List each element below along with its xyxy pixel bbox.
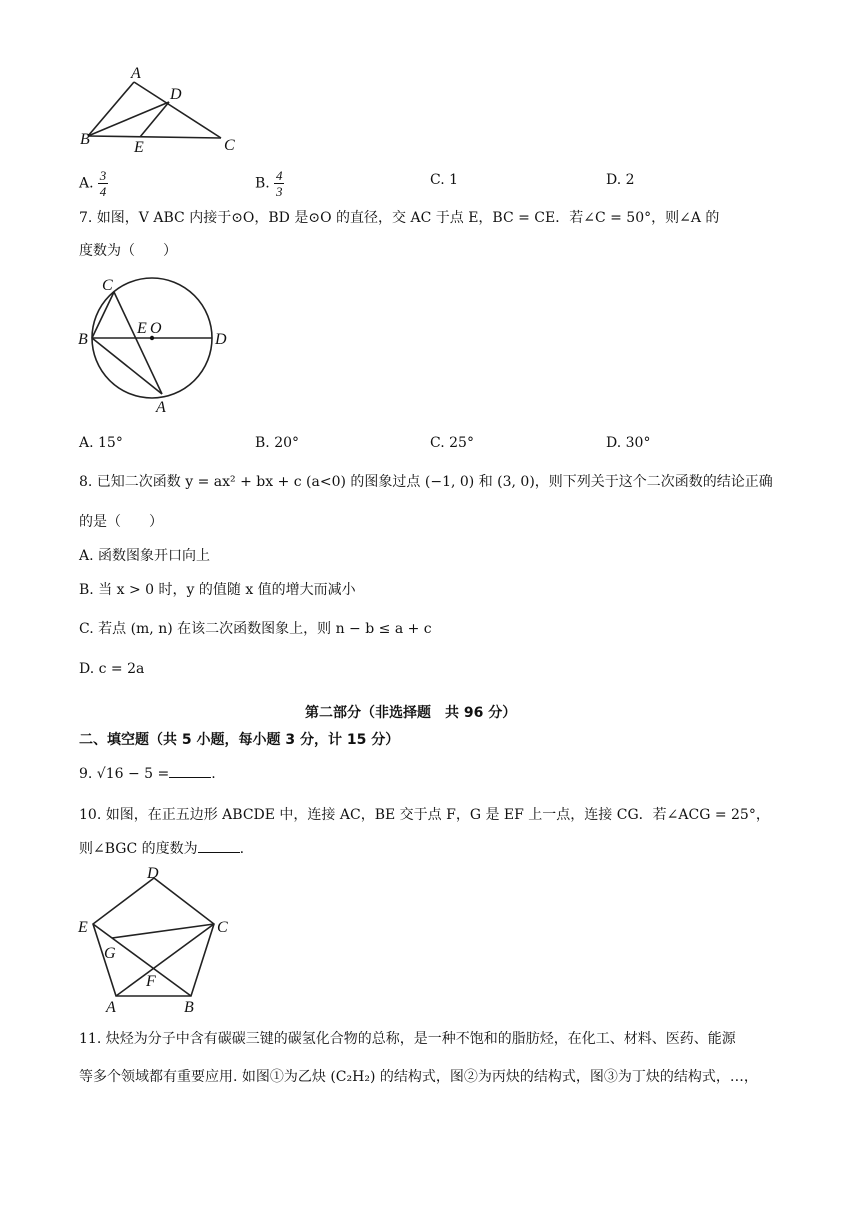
q6-triangle-figure: [78, 66, 248, 156]
q10-answer-blank: [198, 838, 240, 853]
q10-label-E: E: [78, 919, 88, 936]
q9-stem: 9. √16 − 5 = .: [79, 763, 216, 784]
q7-circle-figure: [78, 276, 238, 416]
q10-stem-line1: 10. 如图，在正五边形 ABCDE 中，连接 AC，BE 交于点 F，G 是 EF 上一点，连接 CG．若∠ACG = 25°，: [79, 807, 770, 823]
q7-stem-line2: 度数为（ ）: [79, 243, 177, 259]
q6-label-B: B: [80, 131, 90, 148]
q10-label-G: G: [104, 945, 116, 962]
part-two-title: 第二部分（非选择题 共 96 分）: [305, 705, 517, 721]
q7-label-E: E: [137, 320, 147, 337]
q7-label-A: A: [156, 399, 166, 416]
q7-option-c: C. 25°: [430, 435, 474, 451]
q7-stem-line1: 7. 如图，V ABC 内接于⊙O，BD 是⊙O 的直径，交 AC 于点 E，BC = CE．若∠C = 50°，则∠A 的: [79, 210, 720, 226]
q7-label-D: D: [215, 331, 227, 348]
q10-label-D: D: [147, 865, 159, 882]
q10-label-C: C: [217, 919, 228, 936]
q6-option-c: C. 1: [430, 172, 459, 188]
q7-option-d: D. 30°: [606, 435, 651, 451]
q6-option-a: A. $\frac{3}{4}$: [79, 168, 107, 199]
q6-option-d: D. 2: [606, 172, 635, 188]
q11-stem-line1: 11. 炔烃为分子中含有碳碳三键的碳氢化合物的总称，是一种不饱和的脂肪烃，在化工、材料、医药、能源: [79, 1031, 736, 1047]
q8-stem-line1: 8. 已知二次函数 y = ax² + bx + c (a<0) 的图象过点 (−1, 0) 和 (3, 0)，则下列关于这个二次函数的结论正确: [79, 474, 773, 490]
q7-option-a: A. 15°: [79, 435, 123, 451]
q11-stem-line2: 等多个领域都有重要应用. 如图①为乙炔 (C₂H₂) 的结构式，图②为丙炔的结构式，图③为丁炔的结构式，…，: [79, 1069, 758, 1085]
q8-option-b: B. 当 x > 0 时，y 的值随 x 值的增大而减小: [79, 582, 356, 598]
q6-label-C: C: [224, 137, 235, 154]
q9-answer-blank: [169, 763, 211, 778]
q7-label-B: B: [78, 331, 88, 348]
q8-option-d: D. c = 2a: [79, 661, 145, 677]
q10-stem-line2: 则∠BGC 的度数为 .: [79, 838, 244, 859]
q10-label-A: A: [106, 999, 116, 1016]
q8-option-a: A. 函数图象开口向上: [79, 548, 211, 564]
q8-option-c: C. 若点 (m, n) 在该二次函数图象上，则 n − b ≤ a + c: [79, 621, 432, 637]
q7-option-b: B. 20°: [255, 435, 300, 451]
q7-label-O: O: [150, 320, 162, 337]
q6-label-A: A: [131, 65, 141, 82]
q6-label-E: E: [134, 139, 144, 156]
q6-option-b: B. $\frac{4}{3}$: [255, 168, 283, 199]
q8-stem-line2: 的是（ ）: [79, 514, 163, 530]
q6-option-a-fraction: $\frac{3}{4}$: [99, 168, 107, 199]
q10-pentagon-figure: [76, 862, 236, 1016]
q10-label-B: B: [184, 999, 194, 1016]
q7-label-C: C: [102, 277, 113, 294]
q6-label-D: D: [170, 86, 182, 103]
fill-in-section-title: 二、填空题（共 5 小题，每小题 3 分，计 15 分）: [79, 732, 400, 748]
q10-label-F: F: [146, 973, 156, 990]
q6-option-b-fraction: $\frac{4}{3}$: [275, 168, 283, 199]
